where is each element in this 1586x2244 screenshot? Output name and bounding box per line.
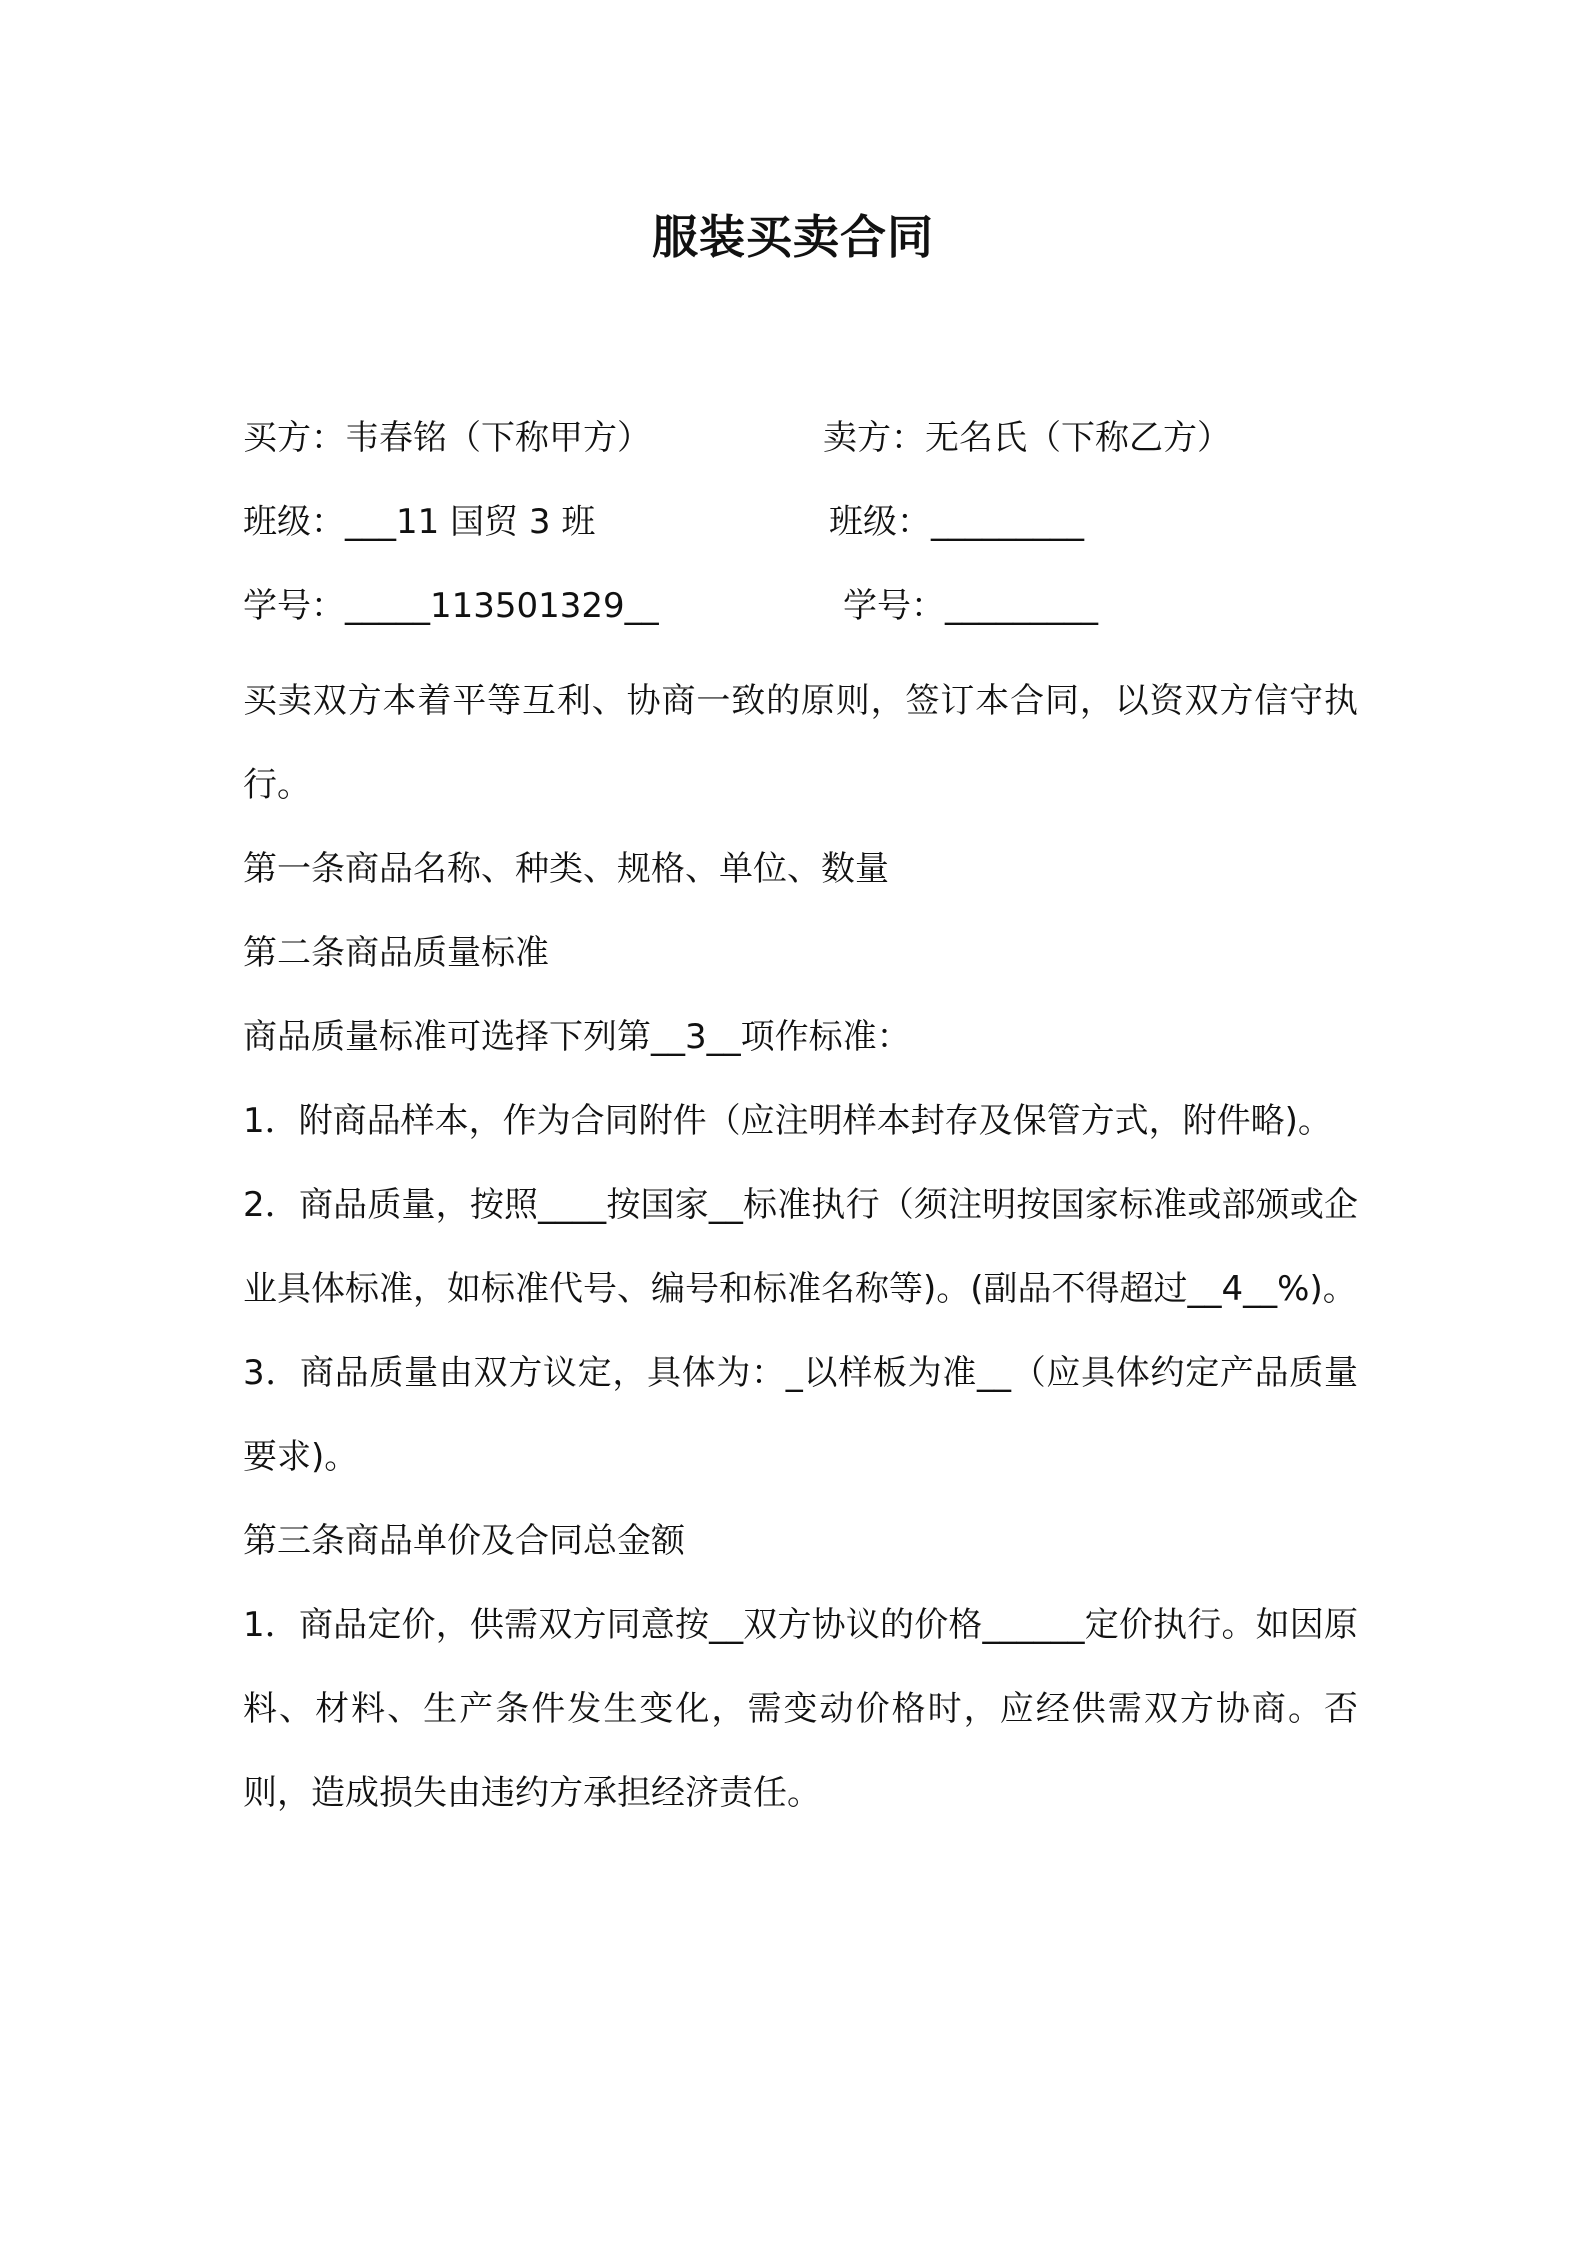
quality-item-2: 2．商品质量，按照____按国家__标准执行（须注明按国家标准或部颁或企业具体标准，如标准代号、编号和标准名称等)。(副品不得超过__4__%)。 [243,1185,1358,1309]
preamble-paragraph: 买卖双方本着平等互利、协商一致的原则，签订本合同，以资双方信守执行。 [243,681,1358,805]
seller-name: 卖方：无名氏（下称乙方） [823,418,1231,458]
seller-student-id: 学号：_________ [843,586,1098,626]
article-1-heading: 第一条商品名称、种类、规格、单位、数量 [243,849,889,889]
buyer-student-id: 学号：_____113501329__ [243,586,659,626]
quality-item-3: 3．商品质量由双方议定，具体为：_以样板为准__（应具体约定产品质量要求)。 [243,1353,1358,1477]
quality-standard-intro: 商品质量标准可选择下列第__3__项作标准： [243,1017,911,1057]
party-row-names [243,408,1363,492]
contract-body [243,659,1358,1835]
article-2-heading: 第二条商品质量标准 [243,933,549,973]
article-3-heading: 第三条商品单价及合同总金额 [243,1521,685,1561]
seller-class: 班级：_________ [829,502,1084,542]
quality-item-1: 1．附商品样本，作为合同附件（应注明样本封存及保管方式，附件略)。 [243,1101,1332,1141]
party-row-id [243,576,1363,660]
party-info [243,408,1363,660]
pricing-item-1: 1．商品定价，供需双方同意按__双方协议的价格______定价执行。如因原料、材料、生产条件发生变化，需变动价格时，应经供需双方协商。否则，造成损失由违约方承担经济责任。 [243,1605,1358,1813]
document-title: 服装买卖合同 [652,210,934,264]
buyer-name: 买方：韦春铭（下称甲方） [243,418,651,458]
buyer-class: 班级：___11 国贸 3 班 [243,502,596,542]
party-row-class [243,492,1363,576]
